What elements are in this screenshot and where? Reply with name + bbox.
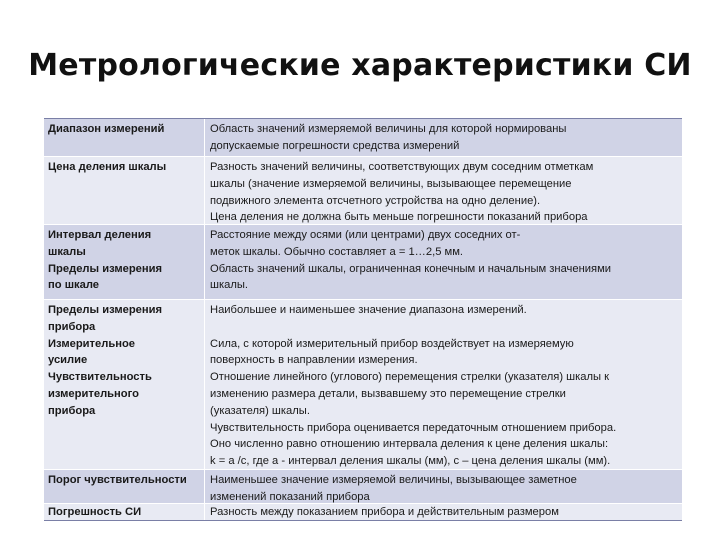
term-cell xyxy=(44,157,204,224)
characteristics-table xyxy=(44,118,682,521)
definition-line: допускаемые погрешности средства измерений xyxy=(210,139,460,152)
term-cell xyxy=(44,225,204,299)
definition-line: Область значений шкалы, ограниченная конечным и начальным значениями xyxy=(210,262,612,275)
term-line: Порог чувствительности xyxy=(48,474,187,486)
table-row xyxy=(44,156,682,224)
definition-line: меток шкалы. Обычно составляет а = 1…2,5 мм. xyxy=(210,245,464,258)
definition-line: Наименьшее значение измеряемой величины, вызывающее заметное xyxy=(210,474,577,486)
definition-line: Разность значений величины, соответствующих двум соседним отметкам xyxy=(210,161,594,173)
definition-line: Чувствительность прибора оценивается передаточным отношением прибора. xyxy=(210,421,617,434)
table-row xyxy=(44,119,682,156)
column-divider xyxy=(204,157,205,224)
table-row xyxy=(44,224,682,299)
term-cell xyxy=(44,470,204,503)
table-row xyxy=(44,469,682,503)
term-line: Пределы измерения xyxy=(48,304,163,316)
definition-line: Отношение линейного (углового) перемещения стрелки (указателя) шкалы к xyxy=(210,371,610,384)
definition-cell xyxy=(204,119,682,156)
definition-line: поверхность в направлении измерения. xyxy=(210,354,418,367)
table-row xyxy=(44,503,682,520)
definition-line: Цена деления не должна быть меньше погрешности показаний прибора xyxy=(210,211,588,224)
definition-line: Разность между показанием прибора и действительным размером xyxy=(210,506,559,518)
column-divider xyxy=(204,225,205,299)
term-line: прибора xyxy=(48,320,96,333)
definition-line: Оно численно равно отношению интервала деления к цене деления шкалы: xyxy=(210,438,609,451)
term-line: прибора xyxy=(48,404,96,417)
term-line: по шкале xyxy=(48,279,100,292)
term-line: Интервал деления xyxy=(48,229,152,241)
term-line: Измерительное xyxy=(48,337,136,350)
term-line: Диапазон измерений xyxy=(48,123,165,135)
definition-line: Расстояние между осями (или центрами) двух соседних от- xyxy=(210,229,521,241)
definition-cell xyxy=(204,157,682,224)
term-cell xyxy=(44,504,204,520)
table-row xyxy=(44,299,682,469)
definition-line: подвижного элемента отсчетного устройства на одно деление). xyxy=(210,194,541,207)
term-cell xyxy=(44,300,204,469)
term-line: Погрешность СИ xyxy=(48,506,142,518)
definition-line: изменений показаний прибора xyxy=(210,490,370,503)
definition-line: шкалы. xyxy=(210,279,249,292)
definition-line: шкалы (значение измеряемой величины, вызывающее перемещение xyxy=(210,177,572,190)
column-divider xyxy=(204,470,205,503)
definition-line: Область значений измеряемой величины для которой нормированы xyxy=(210,123,567,135)
definition-line: изменению размера детали, вызвавшему это перемещение стрелки xyxy=(210,387,566,400)
definition-line: (указателя) шкалы. xyxy=(210,404,310,417)
definition-cell xyxy=(204,470,682,503)
definition-line: Сила, с которой измерительный прибор воздействует на измеряемую xyxy=(210,337,574,350)
definition-cell xyxy=(204,300,682,469)
column-divider xyxy=(204,504,205,520)
definition-line: k = a /c, где a - интервал деления шкалы (мм), c – цена деления шкалы (мм). xyxy=(210,455,611,468)
term-line: Пределы измерения xyxy=(48,262,163,275)
column-divider xyxy=(204,300,205,469)
slide-title: Метрологические характеристики СИ xyxy=(28,48,692,83)
definition-cell xyxy=(204,504,682,520)
term-cell xyxy=(44,119,204,156)
spacer xyxy=(210,319,678,336)
term-line: Цена деления шкалы xyxy=(48,161,167,173)
column-divider xyxy=(204,119,205,156)
term-line: шкалы xyxy=(48,245,86,258)
term-line: усилие xyxy=(48,354,88,367)
term-line: Чувствительность xyxy=(48,371,152,384)
term-line: измерительного xyxy=(48,387,139,400)
definition-cell xyxy=(204,225,682,299)
definition-line: Наибольшее и наименьшее значение диапазона измерений. xyxy=(210,304,527,316)
